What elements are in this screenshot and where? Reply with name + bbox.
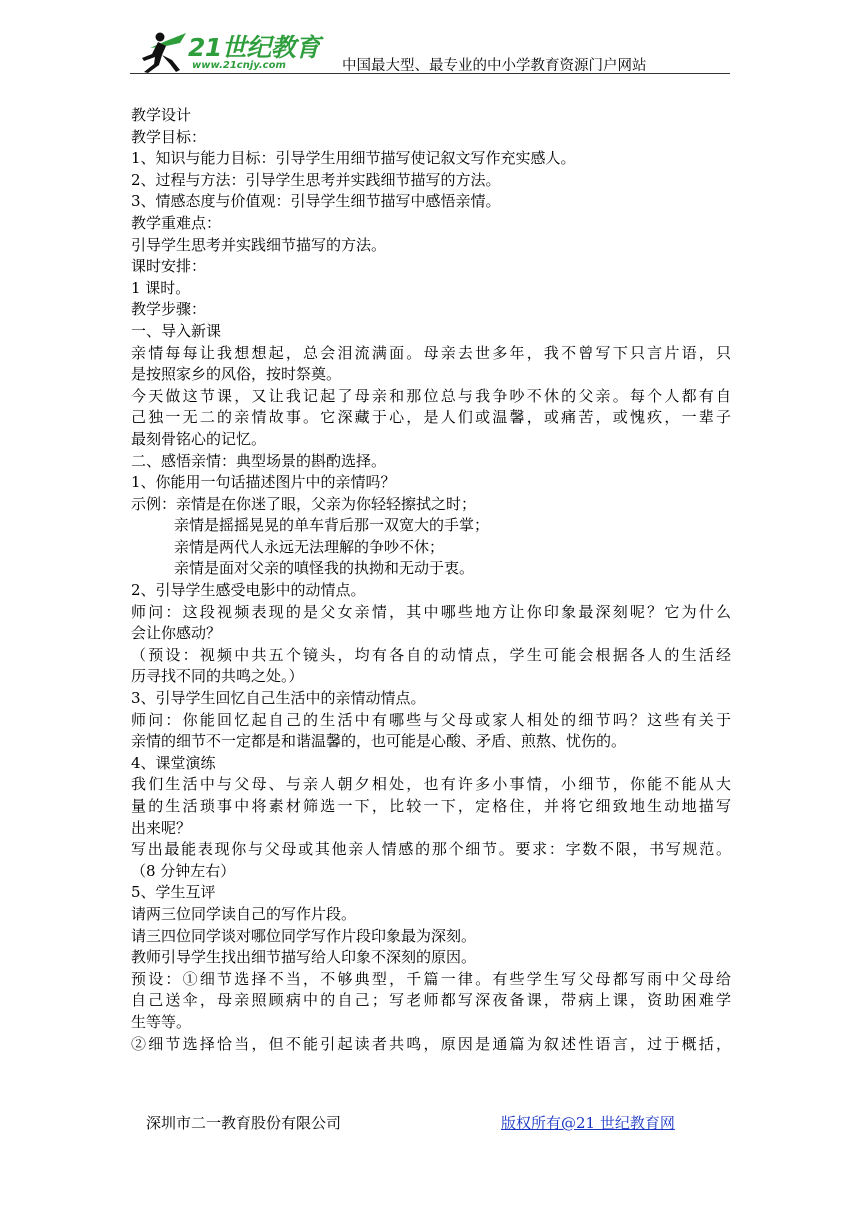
text-line: 请三四位同学谈对哪位同学写作片段印象最为深刻。 (131, 926, 477, 945)
text-line: （8 分钟左右） (131, 861, 236, 880)
section-heading: 4、课堂演练 (131, 753, 216, 772)
page-footer (146, 1112, 676, 1134)
text-line: 写出最能表现你与父母或其他亲人情感的那个细节。要求：字数不限，书写规范。 (131, 840, 731, 859)
text-line: 1、知识与能力目标：引导学生用细节描写使记叙文写作充实感人。 (131, 149, 576, 168)
running-man-logo-icon (136, 28, 192, 74)
text-line: 己独一无二的亲情故事。它深藏于心，是人们或温馨，或痛苦，或愧疚，一辈子 (131, 408, 731, 427)
section-heading: 课时安排： (131, 257, 207, 276)
text-line: 2、过程与方法：引导学生思考并实践细节描写的方法。 (131, 170, 501, 189)
footer-company: 深圳市二一教育股份有限公司 (146, 1114, 342, 1132)
example-line: 亲情是面对父亲的嗔怪我的执拗和无动于衷。 (174, 559, 475, 578)
doc-title: 教学设计 (131, 106, 192, 124)
text-line: 引导学生思考并实践细节描写的方法。 (131, 235, 387, 254)
text-line: 2、引导学生感受电影中的动情点。 (131, 581, 366, 600)
logo-text: 21世纪教育 (188, 33, 320, 62)
section-heading: 教学步骤： (131, 300, 207, 319)
text-line: 3、情感态度与价值观：引导学生细节描写中感悟亲情。 (131, 192, 501, 211)
site-logo[interactable] (136, 28, 336, 72)
text-line: 教师引导学生找出细节描写给人印象不深刻的原因。 (131, 948, 477, 967)
text-line: 师问：你能回忆起自己的生活中有哪些与父母或家人相处的细节吗？这些有关于 (131, 710, 731, 729)
text-line: 亲情每每让我想想起，总会泪流满面。母亲去世多年，我不曾写下只言片语，只 (131, 343, 731, 362)
text-line: 自己送伞，母亲照顾病中的自己；写老师都写深夜备课，带病上课，资助困难学 (131, 991, 731, 1010)
example-line: 亲情是两代人永远无法理解的争吵不休； (174, 537, 445, 556)
text-line: 1、你能用一句话描述图片中的亲情吗？ (131, 473, 396, 492)
text-line: 我们生活中与父母、与亲人朝夕相处，也有许多小事情，小细节，你能不能从大 (131, 775, 731, 794)
section-heading: 5、学生互评 (131, 883, 216, 902)
text-line: 会让你感动？ (131, 624, 222, 643)
text-line: （预设：视频中共五个镜头，均有各自的动情点，学生可能会根据各人的生活经 (131, 645, 731, 664)
text-line: 最刻骨铭心的记忆。 (131, 429, 267, 448)
section-heading: 教学目标： (131, 127, 207, 146)
text-line: 预设：①细节选择不当，不够典型，千篇一律。有些学生写父母都写雨中父母给 (131, 969, 731, 988)
text-line: 今天做这节课，又让我记起了母亲和那位总与我争吵不休的父亲。每个人都有自 (131, 386, 731, 405)
text-line: 量的生活琐事中将素材筛选一下，比较一下，定格住，并将它细致地生动地描写 (131, 797, 731, 815)
document-body (131, 105, 731, 1055)
header-divider (130, 73, 730, 74)
text-line: 3、引导学生回忆自己生活中的亲情动情点。 (131, 689, 426, 708)
text-line: ②细节选择恰当，但不能引起读者共鸣，原因是通篇为叙述性语言，过于概括， (131, 1034, 731, 1053)
text-line: 请两三位同学读自己的写作片段。 (131, 904, 357, 923)
section-heading: 二、感悟亲情：典型场景的斟酌选择。 (131, 451, 387, 470)
text-line: 示例：亲情是在你迷了眼，父亲为你轻轻擦拭之时； (131, 494, 477, 513)
example-line: 亲情是摇摇晃晃的单车背后那一双宽大的手掌； (174, 516, 490, 535)
text-line: 是按照家乡的风俗，按时祭奠。 (131, 365, 342, 384)
text-line: 1 课时。 (131, 278, 191, 297)
text-line: 生等等。 (131, 1012, 192, 1031)
text-line: 出来呢？ (131, 818, 192, 837)
text-line: 历寻找不同的共鸣之处。） (131, 667, 304, 686)
section-heading: 教学重难点： (131, 213, 222, 232)
page-header (130, 24, 730, 76)
site-slogan: 中国最大型、最专业的中小学教育资源门户网站 (342, 58, 647, 74)
section-heading: 一、导入新课 (131, 321, 222, 340)
text-line: 师问：这段视频表现的是父女亲情，其中哪些地方让你印象最深刻呢？它为什么 (131, 602, 731, 621)
footer-copyright-link[interactable]: 版权所有@21 世纪教育网 (501, 1114, 675, 1132)
logo-url: www.21cnjy.com (192, 60, 286, 71)
text-line: 亲情的细节不一定都是和谐温馨的，也可能是心酸、矛盾、煎熬、忧伤的。 (131, 732, 627, 751)
